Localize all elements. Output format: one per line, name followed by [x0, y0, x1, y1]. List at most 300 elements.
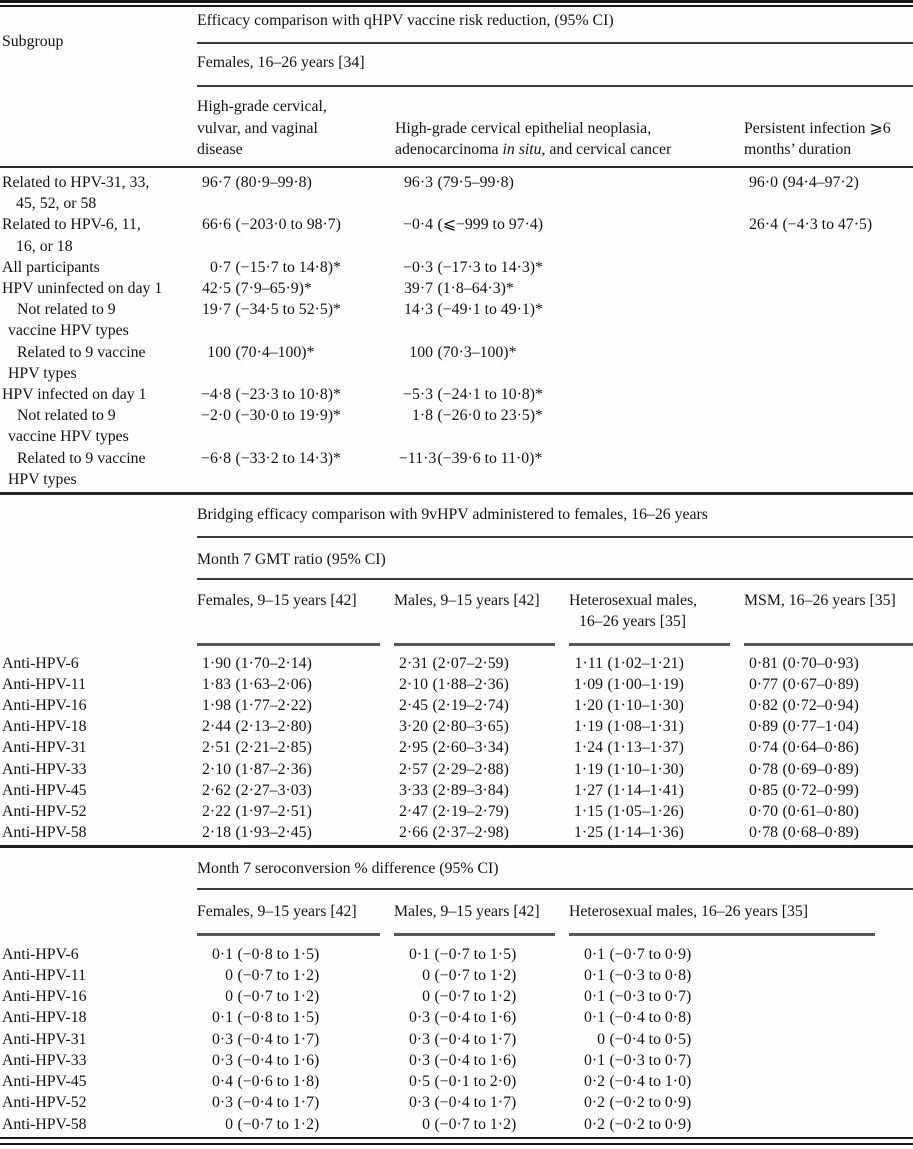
section3-header — [0, 848, 913, 936]
value-cell — [197, 737, 394, 758]
value-cell — [197, 716, 394, 737]
value-estimate: 1·25 — [574, 824, 603, 842]
value-estimate: 0·2 — [583, 1115, 605, 1133]
value-confidence-interval: (−0·3 to 0·7) — [609, 988, 692, 1006]
value-confidence-interval: (1·63–2·06) — [235, 675, 312, 693]
value-estimate: 3·20 — [399, 718, 428, 736]
value-estimate: 2·10 — [399, 675, 428, 693]
value-confidence-interval: (0·72–0·94) — [782, 696, 859, 714]
value-confidence-interval: (2·89–3·84) — [432, 781, 509, 799]
value-cell — [395, 214, 744, 235]
value-confidence-interval: (0·68–0·89) — [782, 824, 859, 842]
value-cell — [569, 1092, 913, 1113]
column-rule — [197, 643, 380, 646]
value-confidence-interval: (−49·1 to 49·1)* — [437, 301, 543, 319]
value-confidence-interval: (−0·7 to 1·2) — [237, 988, 320, 1006]
value-confidence-interval: (−0·2 to 0·9) — [609, 1094, 692, 1112]
section1-title: Efficacy comparison with qHPV vaccine risk reduction, (95% CI) — [197, 12, 614, 29]
value-estimate: 2·66 — [399, 824, 428, 842]
italic-in-situ: in situ — [502, 140, 542, 158]
value-cell — [569, 944, 913, 965]
table-row — [0, 278, 913, 299]
column-underline-rules — [197, 933, 913, 936]
value-confidence-interval: (1·13–1·37) — [607, 739, 684, 757]
value-confidence-interval: (−0·4 to 1·6) — [237, 1051, 320, 1069]
value-confidence-interval: (−30·0 to 19·9)* — [235, 407, 341, 425]
value-estimate: 0·1 — [211, 945, 233, 963]
column-rule — [197, 933, 380, 936]
value-cell — [744, 695, 913, 716]
value-confidence-interval: (1·70–2·14) — [235, 654, 312, 672]
value-confidence-interval: (−24·1 to 10·8)* — [437, 386, 543, 404]
value-confidence-interval: (−23·3 to 10·8)* — [235, 386, 341, 404]
section1-rows — [0, 168, 913, 490]
value-confidence-interval: (−0·4 to 1·7) — [434, 1030, 517, 1048]
value-estimate: 0·78 — [749, 824, 778, 842]
value-cell — [197, 1029, 394, 1050]
value-estimate: −0·3 — [403, 258, 433, 276]
value-confidence-interval: (−0·7 to 1·2) — [434, 988, 517, 1006]
table-row — [0, 384, 913, 405]
table-bottom-rule — [0, 1137, 913, 1145]
value-cell — [394, 780, 569, 801]
table-row — [0, 1071, 913, 1092]
value-confidence-interval: (1·10–1·30) — [607, 760, 684, 778]
value-estimate: 0·1 — [583, 988, 605, 1006]
table-row — [0, 674, 913, 695]
value-estimate: 0·1 — [583, 967, 605, 985]
value-cell — [569, 822, 744, 843]
value-estimate: 14·3 — [404, 301, 433, 319]
value-confidence-interval: (1·10–1·30) — [607, 696, 684, 714]
value-confidence-interval: (−0·4 to 1·6) — [434, 1009, 517, 1027]
value-estimate: 0 — [422, 1115, 430, 1133]
value-estimate: 0·2 — [583, 1094, 605, 1112]
value-estimate: −6·8 — [201, 449, 231, 467]
row-label: Anti-HPV-11 — [2, 967, 86, 985]
value-cell — [394, 716, 569, 737]
value-confidence-interval: (70·4–100)* — [235, 343, 315, 361]
row-label: Anti-HPV-16 — [2, 696, 87, 714]
value-estimate: 2·18 — [202, 824, 231, 842]
row-label: Not related to 9 vaccine HPV types — [8, 407, 129, 446]
value-cell — [394, 737, 569, 758]
value-confidence-interval: (−0·7 to 1·2) — [237, 1115, 320, 1133]
value-estimate: 0·85 — [749, 781, 778, 799]
column-header-msm: MSM, 16–26 years [35] — [744, 591, 896, 609]
section2-column-headers — [197, 580, 913, 643]
value-cell — [197, 342, 395, 363]
value-cell — [744, 653, 913, 674]
value-confidence-interval: (1·14–1·41) — [607, 781, 684, 799]
value-confidence-interval: (⩽−999 to 97·4) — [437, 216, 544, 234]
value-estimate: 0 — [597, 1030, 605, 1048]
value-cell — [569, 1050, 913, 1071]
value-confidence-interval: (−0·3 to 0·8) — [609, 967, 692, 985]
value-confidence-interval: (2·37–2·98) — [432, 824, 509, 842]
row-label: Anti-HPV-6 — [2, 654, 79, 672]
value-estimate: 2·51 — [202, 739, 231, 757]
column-header-females-9-15: Females, 9–15 years [42] — [197, 591, 357, 609]
section1-header — [0, 7, 913, 166]
value-cell — [197, 214, 395, 235]
value-estimate: 0·1 — [408, 945, 430, 963]
value-cell — [569, 737, 744, 758]
value-estimate: 1·11 — [574, 654, 603, 672]
row-label: Anti-HPV-33 — [2, 1051, 87, 1069]
value-cell — [197, 1092, 394, 1113]
value-cell — [395, 405, 744, 426]
value-confidence-interval: (−0·4 to 1·7) — [237, 1030, 320, 1048]
value-estimate: 0·3 — [211, 1051, 233, 1069]
value-confidence-interval: (0·70–0·93) — [782, 654, 859, 672]
value-estimate: 2·95 — [399, 739, 428, 757]
value-confidence-interval: (−0·4 to 1·7) — [237, 1094, 320, 1112]
value-confidence-interval: (2·21–2·85) — [235, 739, 312, 757]
value-estimate: 0·78 — [749, 760, 778, 778]
table-row — [0, 695, 913, 716]
column-header-males-9-15: Males, 9–15 years [42] — [394, 902, 540, 920]
value-cell — [395, 299, 744, 320]
value-estimate: 2·47 — [399, 802, 428, 820]
row-label: Anti-HPV-31 — [2, 1030, 87, 1048]
value-confidence-interval: (0·64–0·86) — [782, 739, 859, 757]
value-confidence-interval: (−0·8 to 1·5) — [237, 1009, 320, 1027]
table-row — [0, 1007, 913, 1028]
value-cell — [569, 965, 913, 986]
value-cell — [569, 1114, 913, 1135]
section1-subtitle: Females, 16–26 years [34] — [197, 54, 365, 71]
column-header-disease: High-grade cervical, vulvar, and vaginal disease — [197, 98, 327, 158]
value-cell — [197, 257, 395, 278]
value-cell — [197, 822, 394, 843]
value-cell — [569, 986, 913, 1007]
value-estimate: −11·3 — [399, 449, 437, 467]
value-cell — [744, 780, 913, 801]
value-cell — [744, 214, 913, 235]
row-label: Related to 9 vaccine HPV types — [8, 449, 146, 488]
value-confidence-interval: (−0·3 to 0·7) — [609, 1051, 692, 1069]
value-confidence-interval: (−15·7 to 14·8)* — [235, 258, 341, 276]
value-cell — [197, 695, 394, 716]
value-cell — [197, 1114, 394, 1135]
value-estimate: 0·70 — [749, 802, 778, 820]
value-confidence-interval: (0·61–0·80) — [782, 802, 859, 820]
section2-title: Bridging efficacy comparison with 9vHPV administered to females, 16–26 years — [197, 505, 708, 523]
value-confidence-interval: (−4·3 to 47·5) — [782, 216, 873, 234]
row-label: Not related to 9 vaccine HPV types — [8, 301, 129, 340]
row-label: Anti-HPV-58 — [2, 824, 87, 842]
value-cell — [197, 653, 394, 674]
value-confidence-interval: (1·97–2·51) — [235, 802, 312, 820]
value-confidence-interval: (−0·7 to 1·2) — [434, 1115, 517, 1133]
value-cell — [395, 448, 744, 469]
value-confidence-interval: (−17·3 to 14·3)* — [437, 258, 543, 276]
row-label: Anti-HPV-58 — [2, 1115, 87, 1133]
value-confidence-interval: (−0·4 to 0·5) — [609, 1030, 692, 1048]
value-estimate: 1·8 — [411, 407, 433, 425]
value-estimate: 1·83 — [202, 675, 231, 693]
value-estimate: 0·81 — [749, 654, 778, 672]
value-confidence-interval: (−0·4 to 1·6) — [434, 1051, 517, 1069]
section3-column-headers — [197, 890, 913, 933]
value-confidence-interval: (−34·5 to 52·5)* — [235, 301, 341, 319]
row-label: Anti-HPV-33 — [2, 760, 87, 778]
table-row — [0, 405, 913, 447]
value-estimate: 0 — [225, 967, 233, 985]
section3-title: Month 7 seroconversion % difference (95% CI) — [197, 859, 499, 877]
value-cell — [569, 695, 744, 716]
subgroup-column-header: Subgroup — [2, 33, 64, 50]
value-estimate: −4·8 — [201, 386, 231, 404]
row-label: HPV infected on day 1 — [2, 386, 147, 404]
value-estimate: 0·3 — [408, 1030, 430, 1048]
value-estimate: 2·22 — [202, 802, 231, 820]
table-row — [0, 1092, 913, 1113]
value-confidence-interval: (−0·4 to 1·0) — [609, 1073, 692, 1091]
column-underline-rules — [197, 643, 913, 646]
table-row — [0, 1050, 913, 1071]
value-estimate: 96·0 — [749, 174, 778, 191]
value-estimate: 1·20 — [574, 696, 603, 714]
value-estimate: 0·74 — [749, 739, 778, 757]
row-label: Anti-HPV-45 — [2, 781, 87, 799]
value-confidence-interval: (2·19–2·79) — [432, 802, 509, 820]
section2-subtitle: Month 7 GMT ratio (95% CI) — [197, 550, 386, 568]
value-estimate: 0·3 — [408, 1051, 430, 1069]
value-estimate: 0 — [422, 967, 430, 985]
value-cell — [395, 384, 744, 405]
value-cell — [197, 759, 394, 780]
table-row — [0, 716, 913, 737]
section1-column-headers — [197, 87, 913, 166]
section2-header — [0, 495, 913, 646]
column-header-heterosexual-males: Heterosexual males, 16–26 years [35] — [569, 902, 809, 920]
value-cell — [744, 716, 913, 737]
value-confidence-interval: (2·60–3·34) — [432, 739, 509, 757]
value-confidence-interval: (−0·4 to 1·7) — [434, 1094, 517, 1112]
value-estimate: −5·3 — [403, 386, 433, 404]
value-cell — [394, 653, 569, 674]
value-estimate: 2·45 — [399, 696, 428, 714]
value-estimate: 0 — [225, 1115, 233, 1133]
value-estimate: 0·3 — [211, 1030, 233, 1048]
value-cell — [744, 822, 913, 843]
value-estimate: 3·33 — [399, 781, 428, 799]
value-confidence-interval: (−0·6 to 1·8) — [237, 1073, 320, 1091]
row-label: Anti-HPV-16 — [2, 988, 87, 1006]
value-estimate: 96·7 — [202, 174, 231, 191]
value-estimate: 100 — [207, 343, 231, 361]
column-rule — [744, 643, 913, 646]
value-confidence-interval: (7·9–65·9)* — [235, 280, 312, 298]
value-confidence-interval: (1·05–1·26) — [607, 802, 684, 820]
row-label: Anti-HPV-52 — [2, 1094, 87, 1112]
value-cell — [197, 1050, 394, 1071]
value-confidence-interval: (1·00–1·19) — [607, 675, 684, 693]
value-confidence-interval: (1·87–2·36) — [235, 760, 312, 778]
value-estimate: 1·27 — [574, 781, 603, 799]
row-label: Anti-HPV-45 — [2, 1073, 87, 1091]
row-label: Anti-HPV-6 — [2, 945, 79, 963]
value-confidence-interval: (0·77–1·04) — [782, 718, 859, 736]
value-cell — [394, 801, 569, 822]
value-confidence-interval: (−26·0 to 23·5)* — [437, 407, 543, 425]
value-cell — [394, 965, 569, 986]
table-row — [0, 759, 913, 780]
value-estimate: −0·4 — [403, 216, 433, 234]
value-estimate: 66·6 — [202, 216, 231, 234]
table-row — [0, 737, 913, 758]
value-cell — [569, 674, 744, 695]
column-rule — [394, 643, 555, 646]
value-cell — [394, 1050, 569, 1071]
table-row — [0, 653, 913, 674]
value-cell — [197, 674, 394, 695]
value-confidence-interval: (0·69–0·89) — [782, 760, 859, 778]
table-row — [0, 1114, 913, 1135]
table-row — [0, 822, 913, 843]
value-confidence-interval: (−0·7 to 1·2) — [237, 967, 320, 985]
value-estimate: 2·44 — [202, 718, 231, 736]
value-estimate: 0·1 — [583, 1009, 605, 1027]
value-estimate: 0·5 — [408, 1073, 430, 1091]
value-cell — [744, 172, 913, 193]
value-cell — [569, 801, 744, 822]
value-cell — [395, 257, 744, 278]
value-cell — [197, 299, 395, 320]
value-cell — [744, 737, 913, 758]
value-confidence-interval: (2·19–2·74) — [432, 696, 509, 714]
value-confidence-interval: (1·02–1·21) — [607, 654, 684, 672]
table-row — [0, 214, 913, 256]
value-cell — [197, 801, 394, 822]
value-cell — [569, 759, 744, 780]
value-confidence-interval: (2·27–3·03) — [235, 781, 312, 799]
value-confidence-interval: (79·5–99·8) — [437, 174, 514, 191]
row-label: Related to HPV-6, 11, 16, or 18 — [2, 216, 141, 255]
value-estimate: 2·57 — [399, 760, 428, 778]
value-confidence-interval: (−0·8 to 1·5) — [237, 945, 320, 963]
value-estimate: 2·31 — [399, 654, 428, 672]
value-estimate: 0·4 — [211, 1073, 233, 1091]
value-estimate: −2·0 — [201, 407, 231, 425]
value-cell — [197, 1071, 394, 1092]
column-header-females-9-15: Females, 9–15 years [42] — [197, 902, 357, 920]
value-cell — [569, 780, 744, 801]
value-cell — [744, 674, 913, 695]
value-estimate: 0·82 — [749, 696, 778, 714]
table-row — [0, 780, 913, 801]
value-cell — [197, 780, 394, 801]
value-estimate: 0 — [225, 988, 233, 1006]
value-estimate: 100 — [409, 343, 433, 361]
value-estimate: 0·2 — [583, 1073, 605, 1091]
value-confidence-interval: (−0·1 to 2·0) — [434, 1073, 517, 1091]
value-cell — [197, 448, 395, 469]
value-estimate: 0 — [422, 988, 430, 1006]
value-estimate: 0·77 — [749, 675, 778, 693]
value-cell — [394, 822, 569, 843]
value-cell — [394, 759, 569, 780]
table-row — [0, 299, 913, 341]
value-cell — [569, 1029, 913, 1050]
value-cell — [744, 759, 913, 780]
value-cell — [394, 674, 569, 695]
section3-rows — [0, 936, 913, 1135]
row-label: Anti-HPV-18 — [2, 1009, 87, 1027]
value-confidence-interval: (−39·6 to 11·0)* — [437, 449, 543, 467]
column-header-persistent-infection: Persistent infection ⩾6 months’ duration — [744, 119, 891, 158]
value-estimate: 1·24 — [574, 739, 603, 757]
value-confidence-interval: (−0·2 to 0·9) — [609, 1115, 692, 1133]
value-estimate: 0·1 — [583, 945, 605, 963]
value-cell — [569, 653, 744, 674]
value-cell — [395, 342, 744, 363]
value-cell — [394, 1092, 569, 1113]
value-estimate: 0·1 — [211, 1009, 233, 1027]
row-label: Anti-HPV-31 — [2, 739, 87, 757]
value-cell — [395, 278, 744, 299]
table-row — [0, 1029, 913, 1050]
table-row — [0, 965, 913, 986]
value-cell — [197, 944, 394, 965]
row-label: HPV uninfected on day 1 — [2, 280, 163, 298]
value-cell — [569, 1007, 913, 1028]
value-estimate: 42·5 — [202, 280, 231, 298]
value-estimate: 1·15 — [574, 802, 603, 820]
row-label: Anti-HPV-18 — [2, 718, 87, 736]
row-label: Anti-HPV-52 — [2, 802, 87, 820]
column-rule — [569, 933, 875, 936]
value-confidence-interval: (2·07–2·59) — [432, 654, 509, 672]
value-cell — [394, 1029, 569, 1050]
value-cell — [197, 1007, 394, 1028]
value-confidence-interval: (1·8–64·3)* — [437, 280, 514, 298]
column-header-males-9-15: Males, 9–15 years [42] — [394, 591, 540, 609]
table-top-rule — [0, 0, 913, 7]
column-header-neoplasia: High-grade cervical epithelial neoplasia, adenocarcinoma in situ, and cervical cancer — [395, 119, 672, 158]
value-estimate: 1·19 — [574, 718, 603, 736]
value-confidence-interval: (1·08–1·31) — [607, 718, 684, 736]
table-row — [0, 944, 913, 965]
value-cell — [197, 384, 395, 405]
value-cell — [394, 1114, 569, 1135]
table-row — [0, 801, 913, 822]
value-confidence-interval: (0·67–0·89) — [782, 675, 859, 693]
value-confidence-interval: (2·29–2·88) — [432, 760, 509, 778]
row-label: Related to HPV-31, 33, 45, 52, or 58 — [2, 174, 150, 213]
value-estimate: 96·3 — [404, 174, 433, 191]
value-cell — [197, 172, 395, 193]
value-estimate: 1·19 — [574, 760, 603, 778]
table-row — [0, 342, 913, 384]
value-estimate: 1·09 — [574, 675, 603, 693]
value-estimate: 26·4 — [749, 216, 778, 234]
value-estimate: 39·7 — [404, 280, 433, 298]
value-confidence-interval: (−0·7 to 1·2) — [434, 967, 517, 985]
value-estimate: 1·90 — [202, 654, 231, 672]
value-estimate: 2·10 — [202, 760, 231, 778]
value-confidence-interval: (−33·2 to 14·3)* — [235, 449, 341, 467]
value-confidence-interval: (2·13–2·80) — [235, 718, 312, 736]
value-confidence-interval: (70·3–100)* — [437, 343, 517, 361]
value-cell — [394, 944, 569, 965]
value-confidence-interval: (−0·4 to 0·8) — [609, 1009, 692, 1027]
column-rule — [569, 643, 730, 646]
table-row — [0, 448, 913, 490]
value-estimate: 0·3 — [408, 1009, 430, 1027]
